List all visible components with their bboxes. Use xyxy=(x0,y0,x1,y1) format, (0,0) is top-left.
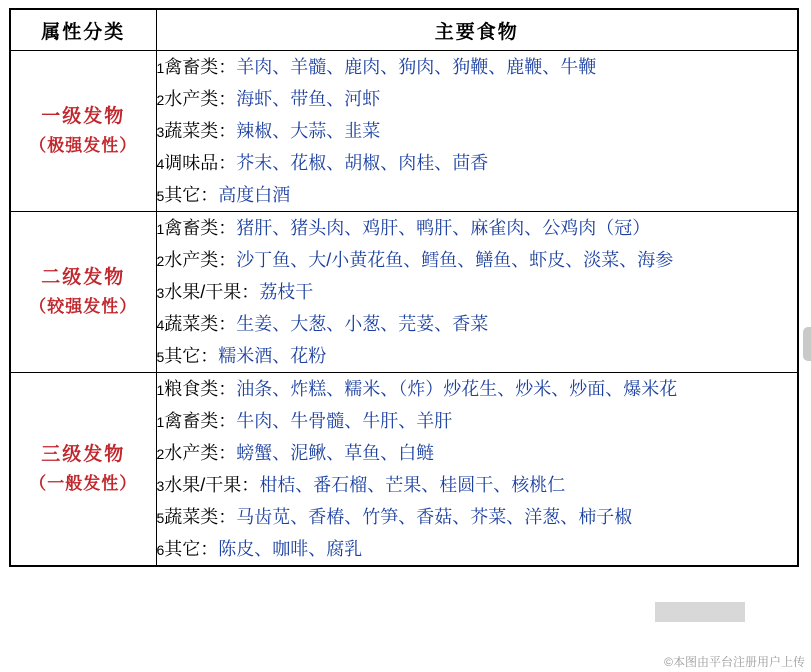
food-line-label: 蔬菜类： xyxy=(164,314,237,334)
table-header-row xyxy=(10,9,798,51)
food-cell xyxy=(156,212,798,373)
category-subtitle: （一般发性） xyxy=(29,473,138,493)
food-line-number: 3 xyxy=(156,285,165,301)
food-line xyxy=(157,501,798,533)
food-line xyxy=(157,469,798,501)
category-cell xyxy=(10,51,156,212)
page-edge-handle xyxy=(803,327,811,361)
food-line-number: 4 xyxy=(156,317,165,333)
food-line-label: 禽畜类： xyxy=(164,57,237,77)
food-line-number: 6 xyxy=(156,542,165,558)
food-line xyxy=(157,212,798,244)
category-subtitle: （较强发性） xyxy=(29,296,138,316)
food-line-label: 水果/干果： xyxy=(164,475,260,495)
food-line xyxy=(157,244,798,276)
food-line-label: 其它： xyxy=(164,346,219,366)
food-line-number: 3 xyxy=(156,124,165,140)
food-line xyxy=(157,533,798,565)
food-line-number: 2 xyxy=(156,92,165,108)
food-line xyxy=(157,308,798,340)
food-line-items: 高度白酒 xyxy=(218,185,291,205)
food-line-items: 沙丁鱼、大/小黄花鱼、鳕鱼、鳝鱼、虾皮、淡菜、海参 xyxy=(236,250,674,270)
food-category-table xyxy=(9,8,799,567)
food-line-label: 调味品： xyxy=(164,153,237,173)
food-line-items: 羊肉、羊髓、鹿肉、狗肉、狗鞭、鹿鞭、牛鞭 xyxy=(236,57,597,77)
food-line-number: 1 xyxy=(156,221,165,237)
category-title: 一级发物 xyxy=(41,106,126,128)
food-line-items: 荔枝干 xyxy=(259,282,314,302)
food-line xyxy=(157,115,798,147)
food-line-label: 水产类： xyxy=(164,443,237,463)
food-line-items: 柑桔、番石榴、芒果、桂圆干、核桃仁 xyxy=(259,475,566,495)
food-line-items: 猪肝、猪头肉、鸡肝、鸭肝、麻雀肉、公鸡肉（冠） xyxy=(236,218,651,238)
food-line-items: 油条、炸糕、糯米、（炸）炒花生、炒米、炒面、爆米花 xyxy=(236,379,678,399)
redaction-block xyxy=(655,602,745,622)
food-line-number: 3 xyxy=(156,478,165,494)
category-title: 三级发物 xyxy=(41,444,126,466)
food-line-items: 牛肉、牛骨髓、牛肝、羊肝 xyxy=(236,411,453,431)
food-line xyxy=(157,51,798,83)
food-line-items: 芥末、花椒、胡椒、肉桂、茴香 xyxy=(236,153,489,173)
header-food: 主要食物 xyxy=(156,9,798,51)
food-line-number: 2 xyxy=(156,446,165,462)
food-line xyxy=(157,179,798,211)
food-line-number: 5 xyxy=(156,349,165,365)
food-table-sheet xyxy=(9,8,799,567)
food-line-label: 其它： xyxy=(164,185,219,205)
food-line xyxy=(157,405,798,437)
table-row xyxy=(10,212,798,373)
food-line-number: 1 xyxy=(156,414,165,430)
food-line-items: 海虾、带鱼、河虾 xyxy=(236,89,381,109)
food-line xyxy=(157,83,798,115)
table-row xyxy=(10,51,798,212)
food-line-number: 5 xyxy=(156,188,165,204)
food-cell xyxy=(156,373,798,567)
category-cell xyxy=(10,373,156,567)
food-line xyxy=(157,147,798,179)
food-cell xyxy=(156,51,798,212)
food-line-items: 生姜、大葱、小葱、芫荽、香菜 xyxy=(236,314,489,334)
header-category: 属性分类 xyxy=(10,9,156,51)
table-row xyxy=(10,373,798,567)
food-line-label: 蔬菜类： xyxy=(164,507,237,527)
food-line xyxy=(157,437,798,469)
food-line-label: 粮食类： xyxy=(164,379,237,399)
food-line-items: 辣椒、大蒜、韭菜 xyxy=(236,121,381,141)
watermark-text: ©本图由平台注册用户上传 xyxy=(664,655,805,669)
food-line-number: 5 xyxy=(156,510,165,526)
food-line xyxy=(157,373,798,405)
food-line-label: 水产类： xyxy=(164,89,237,109)
category-subtitle: （极强发性） xyxy=(29,135,138,155)
food-line-label: 水果/干果： xyxy=(164,282,260,302)
food-line xyxy=(157,276,798,308)
food-line-label: 水产类： xyxy=(164,250,237,270)
food-line-items: 陈皮、咖啡、腐乳 xyxy=(218,539,363,559)
food-line-number: 4 xyxy=(156,156,165,172)
food-line-number: 2 xyxy=(156,253,165,269)
food-line-label: 其它： xyxy=(164,539,219,559)
category-cell xyxy=(10,212,156,373)
food-line-items: 螃蟹、泥鳅、草鱼、白鲢 xyxy=(236,443,435,463)
food-line-label: 禽畜类： xyxy=(164,218,237,238)
food-line-number: 1 xyxy=(156,382,165,398)
food-line xyxy=(157,340,798,372)
food-line-number: 1 xyxy=(156,60,165,76)
food-line-items: 糯米酒、花粉 xyxy=(218,346,327,366)
food-line-label: 禽畜类： xyxy=(164,411,237,431)
category-title: 二级发物 xyxy=(41,267,126,289)
food-line-items: 马齿苋、香椿、竹笋、香菇、芥菜、洋葱、柿子椒 xyxy=(236,507,633,527)
food-line-label: 蔬菜类： xyxy=(164,121,237,141)
